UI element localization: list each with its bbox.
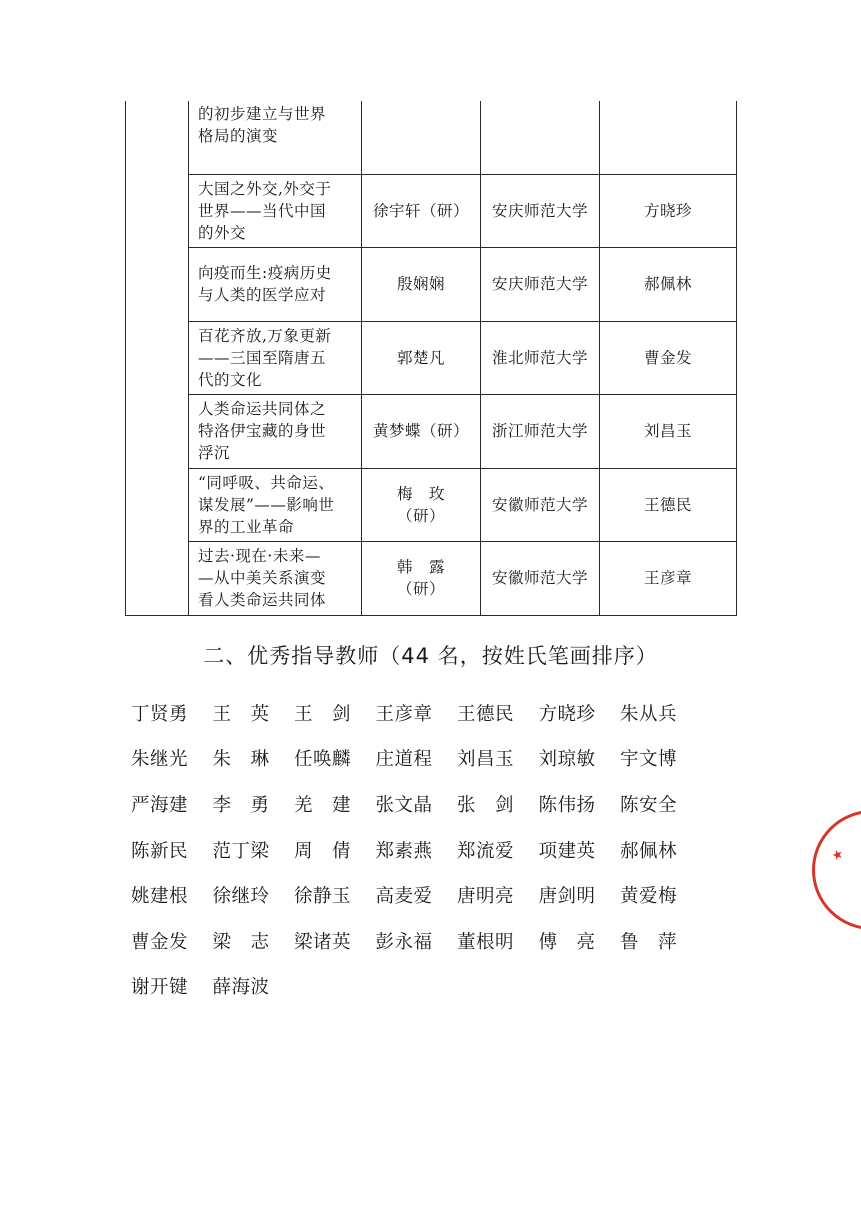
teacher-name: 朱 琳 — [212, 749, 270, 771]
school-cell: 安徽师范大学 — [481, 542, 600, 616]
author-cell — [362, 321, 481, 395]
official-seal — [812, 810, 861, 930]
award-table — [125, 101, 737, 616]
author-cell — [362, 395, 481, 469]
teacher-name: 徐继玲 — [212, 886, 270, 908]
teacher-name: 曹金发 — [131, 931, 189, 953]
teacher-name-row — [131, 918, 731, 964]
teacher-name: 陈伟扬 — [538, 794, 596, 816]
teacher-name: 王德民 — [457, 703, 515, 725]
author-name: （研） — [396, 580, 445, 599]
teacher-name: 董根明 — [457, 931, 515, 953]
table-row — [126, 468, 737, 542]
teacher-name: 薛海波 — [212, 977, 270, 999]
teacher-name-row — [131, 736, 731, 782]
teacher-name: 彭永福 — [375, 931, 433, 953]
table-row — [126, 395, 737, 469]
teacher-name: 唐剑明 — [538, 886, 596, 908]
teacher-name: 项建英 — [538, 840, 596, 862]
author-name: （研） — [396, 506, 445, 525]
work-title-line: 世界——当代中国 — [198, 201, 327, 220]
teacher-name: 郑流爱 — [457, 840, 515, 862]
work-title-line: 人类命运共同体之 — [198, 400, 327, 419]
work-title-line: 特洛伊宝藏的身世 — [198, 422, 327, 441]
work-title-line: ——三国至隋唐五 — [198, 348, 327, 367]
school-cell: 安庆师范大学 — [481, 248, 600, 322]
work-title-line: “同呼吸、共命运、 — [198, 473, 335, 492]
work-title-cell — [189, 101, 362, 174]
teacher-name: 王彦章 — [375, 703, 433, 725]
author-name: 黄梦蝶（研） — [372, 422, 469, 441]
teacher-name: 朱从兵 — [620, 703, 678, 725]
teacher-name: 黄爱梅 — [620, 886, 678, 908]
teacher-name: 姚建根 — [131, 886, 189, 908]
school-cell: 安庆师范大学 — [481, 174, 600, 248]
teacher-name: 郝佩林 — [620, 840, 678, 862]
teacher-name: 任唤麟 — [294, 749, 352, 771]
teacher-name: 庄道程 — [375, 749, 433, 771]
teacher-name: 陈新民 — [131, 840, 189, 862]
work-title-line: —从中美关系演变 — [198, 569, 327, 588]
author-cell — [362, 468, 481, 542]
work-title-line: 百花齐放,万象更新 — [198, 326, 332, 345]
table-row — [126, 248, 737, 322]
table-row — [126, 321, 737, 395]
school-cell: 浙江师范大学 — [481, 395, 600, 469]
author-name: 殷娴娴 — [396, 275, 445, 294]
teacher-name: 周 倩 — [294, 840, 352, 862]
author-cell — [362, 542, 481, 616]
teacher-name: 王 英 — [212, 703, 270, 725]
teacher-cell: 方晓珍 — [600, 174, 737, 248]
work-title-line: 大国之外交,外交于 — [198, 179, 332, 198]
school-cell: 淮北师范大学 — [481, 321, 600, 395]
work-title-cell — [189, 468, 362, 542]
teacher-name-row — [131, 827, 731, 873]
teacher-name: 方晓珍 — [538, 703, 596, 725]
work-title-cell — [189, 248, 362, 322]
work-title-line: 与人类的医学应对 — [198, 286, 327, 305]
author-name: 梅 玫 — [396, 484, 445, 503]
teacher-name: 鲁 萍 — [620, 931, 678, 953]
work-title-line: 谋发展”——影响世 — [198, 495, 335, 514]
teacher-name: 张 剑 — [457, 794, 515, 816]
teacher-name: 谢开键 — [131, 977, 189, 999]
table-row — [126, 101, 737, 174]
teacher-name-row — [131, 964, 731, 1010]
teacher-name: 刘琼敏 — [538, 749, 596, 771]
author-cell — [362, 174, 481, 248]
work-title-line: 浮沉 — [198, 444, 231, 463]
work-title-cell — [189, 321, 362, 395]
school-cell: 安徽师范大学 — [481, 468, 600, 542]
teacher-name: 范丁梁 — [212, 840, 270, 862]
teacher-name: 高麦爱 — [375, 886, 433, 908]
teacher-name: 张文晶 — [375, 794, 433, 816]
teacher-name: 徐静玉 — [294, 886, 352, 908]
section-heading: 二、优秀指导教师（44 名，按姓氏笔画排序） — [203, 644, 658, 668]
teacher-cell: 刘昌玉 — [600, 395, 737, 469]
teacher-name: 严海建 — [131, 794, 189, 816]
work-title-cell — [189, 174, 362, 248]
work-title-cell — [189, 542, 362, 616]
teacher-name: 唐明亮 — [457, 886, 515, 908]
category-cell — [126, 101, 189, 615]
teacher-name-row — [131, 781, 731, 827]
table-row — [126, 542, 737, 616]
teacher-cell: 王彦章 — [600, 542, 737, 616]
author-cell — [362, 101, 481, 174]
author-name: 韩 露 — [396, 558, 445, 577]
teacher-name: 王 剑 — [294, 703, 352, 725]
author-cell — [362, 248, 481, 322]
teacher-cell: 曹金发 — [600, 321, 737, 395]
teacher-cell — [600, 101, 737, 174]
teacher-name: 宇文博 — [620, 749, 678, 771]
teacher-name: 梁 志 — [212, 931, 270, 953]
teacher-name: 朱继光 — [131, 749, 189, 771]
work-title-line: 的外交 — [198, 223, 247, 242]
teacher-name-row — [131, 690, 731, 736]
table-row — [126, 174, 737, 248]
work-title-line: 代的文化 — [198, 370, 263, 389]
teacher-name: 刘昌玉 — [457, 749, 515, 771]
work-title-cell — [189, 395, 362, 469]
teacher-name: 羌 建 — [294, 794, 352, 816]
teacher-name-row — [131, 872, 731, 918]
teacher-name: 丁贤勇 — [131, 703, 189, 725]
teacher-name: 傅 亮 — [538, 931, 596, 953]
seal-star-icon: ★ — [829, 846, 846, 865]
work-title-line: 的初步建立与世界 — [198, 105, 327, 123]
work-title-line: 过去·现在·未来— — [198, 547, 321, 566]
work-title-line: 向疫而生:疫病历史 — [198, 264, 332, 283]
author-name: 徐宇轩（研） — [372, 201, 469, 220]
work-title-line: 格局的演变 — [198, 127, 279, 145]
teacher-cell: 王德民 — [600, 468, 737, 542]
work-title-line: 界的工业革命 — [198, 517, 295, 536]
teacher-name: 陈安全 — [620, 794, 678, 816]
award-table-body — [126, 101, 737, 615]
work-title-line: 看人类命运共同体 — [198, 591, 327, 610]
teacher-name: 李 勇 — [212, 794, 270, 816]
teacher-name: 梁诸英 — [294, 931, 352, 953]
teacher-cell: 郝佩林 — [600, 248, 737, 322]
teacher-name: 郑素燕 — [375, 840, 433, 862]
teacher-name-grid — [131, 690, 731, 1009]
school-cell — [481, 101, 600, 174]
author-name: 郭楚凡 — [396, 348, 445, 367]
